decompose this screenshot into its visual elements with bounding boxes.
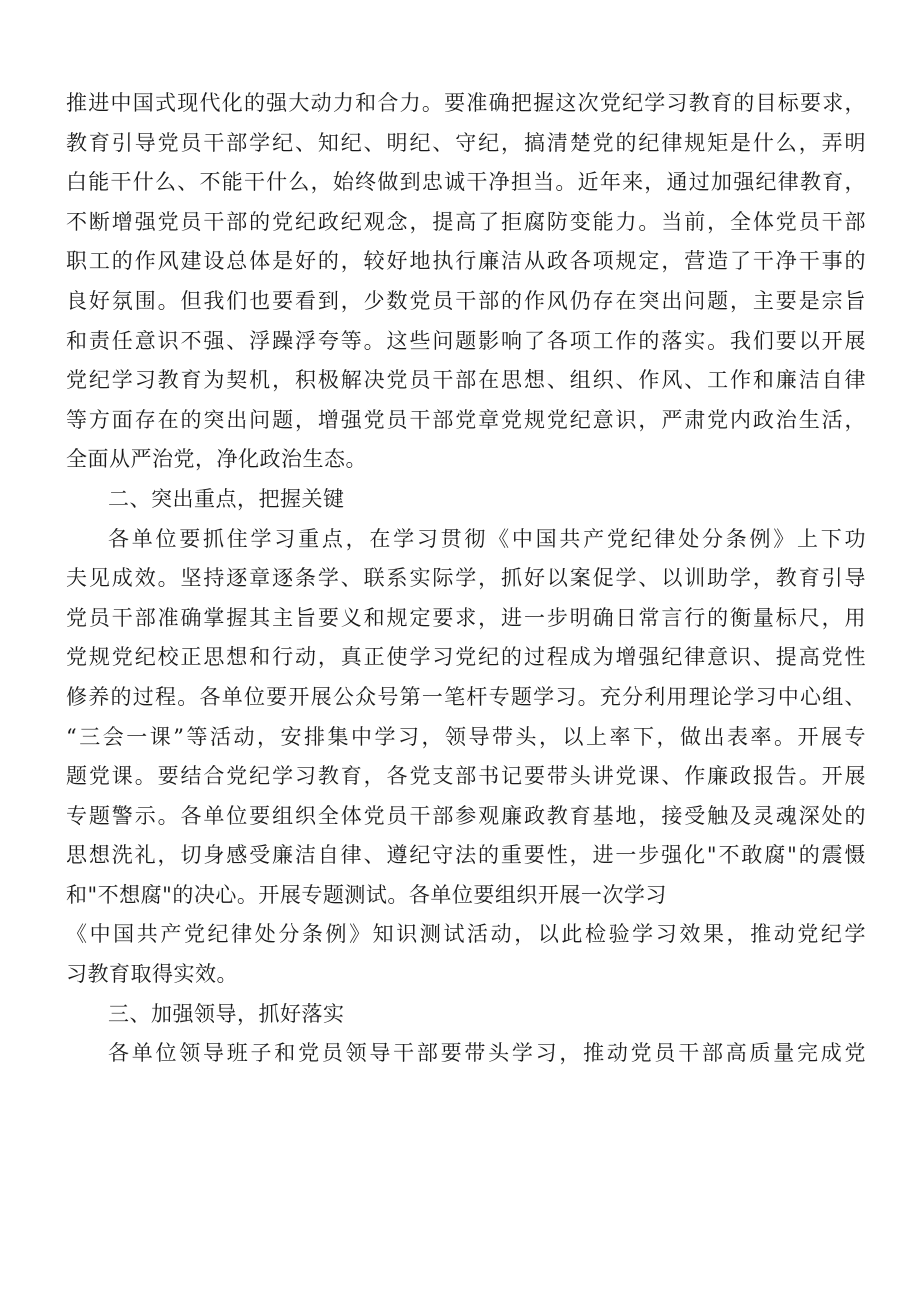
text-line: 全面从严治党，净化政治生态。 xyxy=(66,447,367,472)
text-line: 专题警示。各单位要组织全体党员干部参观廉政教育基地，接受触及灵魂深处的 xyxy=(66,803,866,828)
text-line: 《中国共产党纪律处分条例》知识测试活动，以此检验学习效果，推动党纪学 xyxy=(66,922,866,947)
text-line: 修养的过程。各单位要开展公众号第一笔杆专题学习。充分利用理论学习中心组、 xyxy=(66,684,866,709)
section-heading-three: 三、加强领导，抓好落实 xyxy=(108,1001,345,1026)
text-line: 习教育取得实效。 xyxy=(66,962,238,987)
section-heading-two: 二、突出重点，把握关键 xyxy=(108,486,345,511)
text-line: 党员干部准确掌握其主旨要义和规定要求，进一步明确日常言行的衡量标尺，用 xyxy=(66,605,866,630)
text-line: 职工的作风建设总体是好的，较好地执行廉洁从政各项规定，营造了干净干事的 xyxy=(66,249,866,274)
text-line: 各单位领导班子和党员领导干部要带头学习，推动党员干部高质量完成党 xyxy=(108,1041,866,1066)
document-body xyxy=(66,84,866,1074)
text-line: 党纪学习教育为契机，积极解决党员干部在思想、组织、作风、工作和廉洁自律 xyxy=(66,368,866,393)
text-line: 推进中国式现代化的强大动力和合力。要准确把握这次党纪学习教育的目标要求， xyxy=(66,91,866,115)
text-line: 思想洗礼，切身感受廉洁自律、遵纪守法的重要性，进一步强化"不敢腐"的震慑 xyxy=(66,843,866,868)
text-line: 各单位要抓住学习重点，在学习贯彻《中国共产党纪律处分条例》上下功 xyxy=(108,526,866,551)
text-line: 和"不想腐"的决心。开展专题测试。各单位要组织开展一次学习 xyxy=(66,882,667,907)
text-line: 和责任意识不强、浮躁浮夸等。这些问题影响了各项工作的落实。我们要以开展 xyxy=(66,328,866,353)
paragraph-section-three xyxy=(66,1034,866,1074)
text-line: 夫见成效。坚持逐章逐条学、联系实际学，抓好以案促学、以训助学，教育引导 xyxy=(66,566,866,591)
text-line: 白能干什么、不能干什么，始终做到忠诚干净担当。近年来，通过加强纪律教育， xyxy=(66,170,866,195)
text-line: 等方面存在的突出问题，增强党员干部党章党规党纪意识，严肃党内政治生活， xyxy=(66,407,866,432)
text-line: 良好氛围。但我们也要看到，少数党员干部的作风仍存在突出问题，主要是宗旨 xyxy=(66,288,866,313)
text-line: 题党课。要结合党纪学习教育，各党支部书记要带头讲党课、作廉政报告。开展 xyxy=(66,764,866,789)
text-line: 教育引导党员干部学纪、知纪、明纪、守纪，搞清楚党的纪律规矩是什么，弄明 xyxy=(66,130,866,155)
text-line: “三会一课”等活动，安排集中学习，领导带头，以上率下，做出表率。开展专 xyxy=(66,724,866,749)
paragraph-section-two xyxy=(66,520,866,995)
paragraph-intro xyxy=(66,84,866,480)
text-line: 不断增强党员干部的党纪政纪观念，提高了拒腐防变能力。当前，全体党员干部 xyxy=(66,209,866,234)
text-line: 党规党纪校正思想和行动，真正使学习党纪的过程成为增强纪律意识、提高党性 xyxy=(66,645,866,670)
